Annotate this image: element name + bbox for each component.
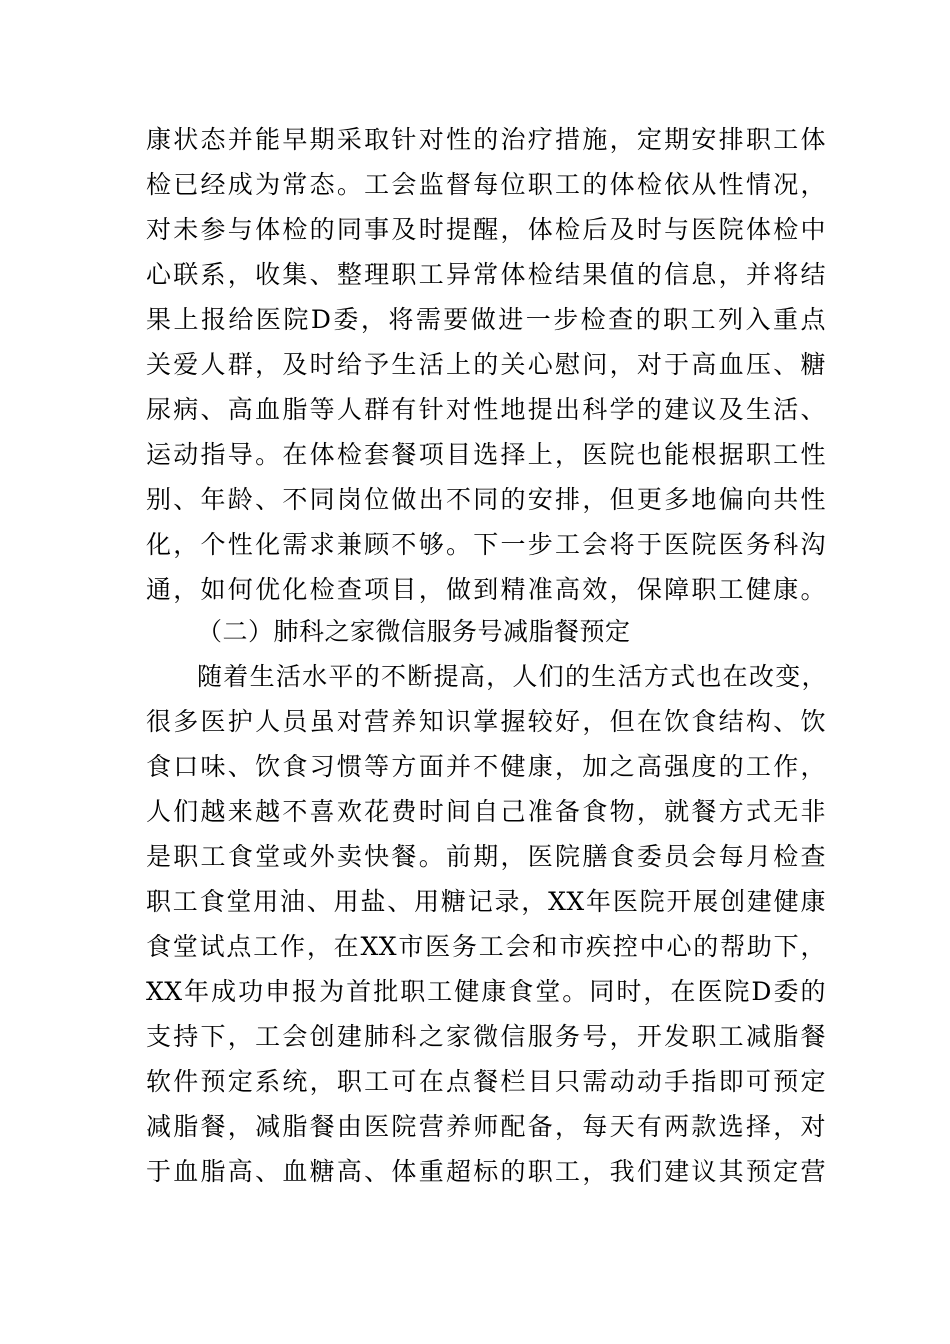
text-line: 别、年龄、不同岗位做出不同的安排，但更多地偏向共性	[146, 485, 826, 514]
text-line: 尿病、高血脂等人群有针对性地提出科学的建议及生活、	[146, 395, 826, 424]
text-line: 减脂餐，减脂餐由医院营养师配备，每天有两款选择，对	[146, 1112, 826, 1141]
text-line: 软件预定系统，职工可在点餐栏目只需动动手指即可预定	[146, 1067, 826, 1096]
text-line: 检已经成为常态。工会监督每位职工的体检依从性情况，	[146, 170, 826, 199]
section-heading: （二）肺科之家微信服务号减脂餐预定	[197, 617, 631, 646]
text-line: 支持下，工会创建肺科之家微信服务号，开发职工减脂餐	[146, 1022, 826, 1051]
text-line: 人们越来越不喜欢花费时间自己准备食物，就餐方式无非	[146, 797, 826, 826]
text-line: 关爱人群，及时给予生活上的关心慰问，对于高血压、糖	[146, 350, 826, 379]
text-line: XX年成功申报为首批职工健康食堂。同时，在医院D委的	[146, 977, 826, 1006]
text-line: 心联系，收集、整理职工异常体检结果值的信息，并将结	[146, 260, 826, 289]
text-line: 随着生活水平的不断提高，人们的生活方式也在改变，	[197, 662, 827, 691]
text-line: 康状态并能早期采取针对性的治疗措施，定期安排职工体	[146, 125, 826, 154]
text-line: 通，如何优化检查项目，做到精准高效，保障职工健康。	[146, 575, 826, 604]
text-line: 运动指导。在体检套餐项目选择上，医院也能根据职工性	[146, 440, 826, 469]
text-line: 果上报给医院D委，将需要做进一步检查的职工列入重点	[146, 305, 826, 334]
text-line: 是职工食堂或外卖快餐。前期，医院膳食委员会每月检查	[146, 842, 826, 871]
text-line: 职工食堂用油、用盐、用糖记录，XX年医院开展创建健康	[146, 887, 826, 916]
text-line: 食口味、饮食习惯等方面并不健康，加之高强度的工作，	[146, 752, 826, 781]
text-line: 对未参与体检的同事及时提醒，体检后及时与医院体检中	[146, 215, 826, 244]
text-line: 很多医护人员虽对营养知识掌握较好，但在饮食结构、饮	[146, 707, 826, 736]
text-line: 于血脂高、血糖高、体重超标的职工，我们建议其预定营	[146, 1157, 826, 1186]
text-line: 化，个性化需求兼顾不够。下一步工会将于医院医务科沟	[146, 530, 826, 559]
text-line: 食堂试点工作，在XX市医务工会和市疾控中心的帮助下，	[146, 932, 826, 961]
